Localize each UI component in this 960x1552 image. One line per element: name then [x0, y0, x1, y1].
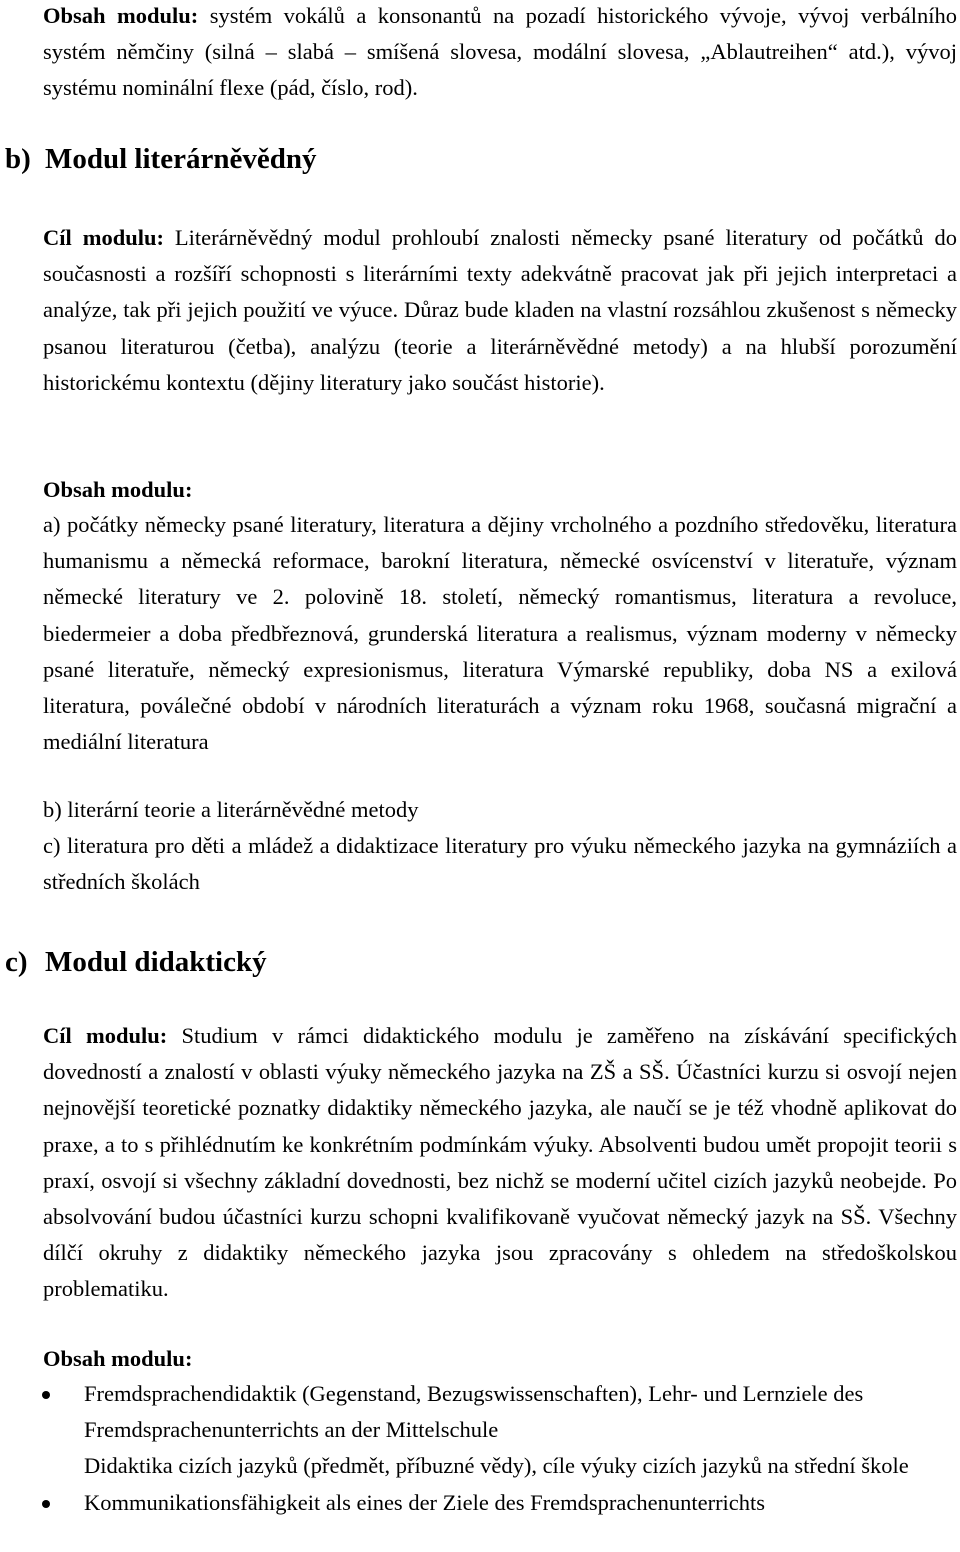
bullet-text: Didaktika cizích jazyků (předmět, příbuzné vědy), cíle výuky cizích jazyků na střední škole — [84, 1453, 909, 1479]
section-b-content-a: a) počátky německy psané literatury, literatura a dějiny vrcholného a pozdního středověku, literatura humanismu a německá reformace, barokní literatura, německé osvícenství v literatuře, význam německé literatury ve 2. polovině 18. století, německý romantismus, literatura a revoluce, biedermeier a doba předbřeznová, grunderská literatura a realismus, význam moderny v německy psané literatuře, německý expresionismus, literatura Výmarské republiky, doba NS a exilová literatura, poválečné období v národních literaturách a význam roku 1968, současná migrační a mediální literatura — [43, 512, 957, 755]
content-text: systém vokálů a konsonantů na pozadí historického vývoje, vývoj verbálního systém němčiny (silná – slabá – smíšená slovesa, modální slovesa, „Ablautreihen“ atd.), vývoj systému nominální flexe (pád, číslo, rod). — [43, 3, 957, 101]
section-b-content-label: Obsah modulu: — [43, 477, 193, 502]
section-b-content-b: b) literární teorie a literárněvědné metody — [43, 797, 419, 822]
section-b-goal — [43, 220, 957, 401]
section-b-goal-label: Cíl modulu: — [43, 225, 164, 250]
section-c-bullet-list — [0, 1376, 960, 1521]
section-c-goal — [43, 1018, 957, 1308]
section-c-content-label-line — [43, 1341, 957, 1377]
top-paragraph — [43, 0, 957, 107]
list-item — [0, 1485, 960, 1521]
bullet-icon — [42, 1391, 50, 1399]
content-label: Obsah modulu: — [43, 3, 199, 28]
section-b-content-label-line — [43, 472, 957, 508]
list-item-continuation — [0, 1448, 960, 1484]
section-c-goal-text: Studium v rámci didaktického modulu je zaměřeno na získávání specifických dovedností a znalostí v oblasti výuky německého jazyka na ZŠ a SŠ. Účastníci kurzu si osvojí nejen nejnovější teoretické poznatky didaktiky německého jazyka, ale naučí se je též vhodně aplikovat do praxe, a to s přihlédnutím ke konkrétním podmínkám výuky. Absolventi budou umět propojit teorii s praxí, osvojí si všechny základní dovednosti, bez nichž se moderní učitel cizích jazyků neobejde. Po absolvování budou účastníci kurzu schopni kvalifikovaně vyučovat německý jazyk na SŠ. Všechny dílčí okruhy z didaktiky německého jazyka jsou zpracovány s ohledem na středoškolskou problematiku. — [43, 1023, 957, 1302]
section-c-goal-label: Cíl modulu: — [43, 1023, 168, 1048]
section-b-heading — [5, 141, 316, 177]
list-item — [0, 1376, 960, 1448]
section-c-title: Modul didaktický — [45, 946, 267, 978]
section-c-letter: c) — [5, 946, 28, 978]
section-c-content-label: Obsah modulu: — [43, 1346, 193, 1371]
bullet-text: Fremdsprachendidaktik (Gegenstand, Bezugswissenschaften), Lehr- und Lernziele des Fremdsprachenunterrichts an der Mittelschule — [84, 1381, 864, 1443]
section-b-title: Modul literárněvědný — [45, 143, 317, 175]
section-b-goal-text: Literárněvědný modul prohloubí znalosti německy psané literatury od počátků do současnosti a rozšíří schopnosti s literárními texty adekvátně pracovat jak při jejich interpretaci a analýze, tak při jejich použití ve výuce. Důraz bude kladen na vlastní rozsáhlou zkušenost s německy psanou literaturou (četba), analýzu (teorie a literárněvědné metody) a na hlubší porozumění historickému kontextu (dějiny literatury jako součást historie). — [43, 225, 957, 395]
section-b-letter: b) — [5, 143, 31, 175]
bullet-icon — [42, 1500, 50, 1508]
bullet-text: Kommunikationsfähigkeit als eines der Ziele des Fremdsprachenunterrichts — [84, 1489, 766, 1515]
section-c-heading — [5, 944, 267, 980]
section-b-content-c: c) literatura pro děti a mládež a didaktizace literatury pro výuku německého jazyka na gymnáziích a středních školách — [43, 833, 957, 895]
